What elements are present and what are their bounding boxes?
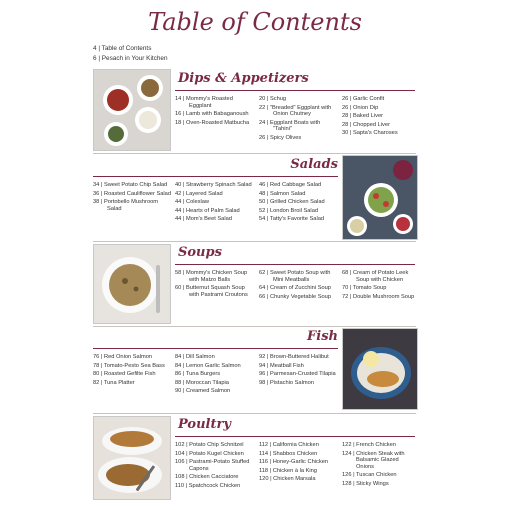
fish-photo xyxy=(342,328,418,410)
toc-entry: 88 | Moroccan Tilapia xyxy=(175,379,229,386)
section-rule xyxy=(93,176,338,177)
toc-entry: 90 | Creamed Salmon xyxy=(175,388,231,395)
soups-col-1 xyxy=(175,270,255,300)
toc-entry: 122 | French Chicken xyxy=(342,442,396,448)
toc-entry: 28 | Baked Liver xyxy=(342,113,383,120)
fish-col-1 xyxy=(93,354,171,388)
dips-col-2 xyxy=(259,96,339,144)
toc-entry: 28 | Chopped Liver xyxy=(342,121,390,128)
section-rule xyxy=(175,436,415,437)
poultry-col-2 xyxy=(259,442,339,485)
toc-entry: 44 | Coleslaw xyxy=(175,199,210,206)
toc-entry: 118 | Chicken à la King xyxy=(259,467,317,474)
toc-entry: 92 | Brown-Buttered Halibut xyxy=(259,354,329,360)
toc-entry: 78 | Tomato-Pesto Sea Bass xyxy=(93,362,165,369)
toc-entry: 64 | Cream of Zucchini Soup xyxy=(259,285,331,292)
toc-entry: 108 | Chicken Cacciatore xyxy=(175,474,239,481)
dips-photo xyxy=(93,69,171,151)
section-rule xyxy=(175,90,415,91)
toc-entry: 114 | Shabbos Chicken xyxy=(259,450,318,457)
toc-entry: 26 | Onion Dip xyxy=(342,104,379,111)
soups-photo xyxy=(93,244,171,324)
toc-entry: 40 | Strawberry Spinach Salad xyxy=(175,182,252,188)
toc-entry: 24 | Eggplant Boats with "Tahini" xyxy=(259,119,321,133)
soups-col-2 xyxy=(259,270,339,302)
toc-entry: 34 | Sweet Potato Chip Salad xyxy=(93,182,168,188)
toc-entry: 14 | Mommy's Roasted Eggplant xyxy=(175,96,233,109)
soups-col-3 xyxy=(342,270,416,302)
fish-col-3 xyxy=(259,354,339,388)
section-title-fish: Fish xyxy=(307,329,338,344)
toc-entry: 36 | Roasted Cauliflower Salad xyxy=(93,190,171,197)
intro-list xyxy=(93,44,168,64)
toc-entry: 120 | Chicken Marsala xyxy=(259,476,316,483)
toc-entry: 30 | Sapta's Charoses xyxy=(342,130,398,137)
toc-entry: 26 | Garlic Confit xyxy=(342,96,385,102)
toc-entry: 128 | Sticky Wings xyxy=(342,480,389,487)
poultry-photo xyxy=(93,416,171,500)
salads-photo xyxy=(342,155,418,240)
toc-entry: 106 | Pastrami-Potato Stuffed Capons xyxy=(175,459,250,472)
dips-col-3 xyxy=(342,96,416,139)
toc-entry: 46 | Red Cabbage Salad xyxy=(259,182,322,188)
intro-item: 6 | Pesach in Your Kitchen xyxy=(93,55,168,62)
poultry-col-3 xyxy=(342,442,416,490)
section-divider xyxy=(93,241,416,242)
toc-entry: 80 | Roasted Gefilte Fish xyxy=(93,371,156,378)
section-rule xyxy=(175,264,415,265)
toc-entry: 94 | Meatball Fish xyxy=(259,362,304,369)
toc-entry: 84 | Lemon Garlic Salmon xyxy=(175,362,241,369)
toc-entry: 58 | Mommy's Chicken Soup with Matzo Balls xyxy=(175,270,248,283)
section-rule xyxy=(93,348,338,349)
salads-col-1 xyxy=(93,182,171,214)
toc-entry: 112 | California Chicken xyxy=(259,442,319,448)
toc-entry: 48 | Salmon Salad xyxy=(259,190,306,197)
toc-entry: 16 | Lamb with Babaganoush xyxy=(175,111,249,118)
toc-entry: 18 | Oven-Roasted Matbucha xyxy=(175,119,250,126)
intro-item: 4 | Table of Contents xyxy=(93,45,152,52)
section-title-soups: Soups xyxy=(178,245,222,260)
section-divider xyxy=(93,413,416,414)
toc-entry: 62 | Sweet Potato Soup with Mini Meatballs xyxy=(259,270,331,283)
section-title-dips: Dips & Appetizers xyxy=(178,71,309,86)
salads-col-3 xyxy=(259,182,339,225)
toc-entry: 44 | Hearts of Palm Salad xyxy=(175,207,240,214)
toc-entry: 98 | Pistachio Salmon xyxy=(259,379,314,386)
toc-entry: 26 | Spicy Olives xyxy=(259,134,302,141)
toc-entry: 54 | Tatty's Favorite Salad xyxy=(259,216,325,223)
section-title-poultry: Poultry xyxy=(178,417,231,432)
toc-entry: 124 | Chicken Steak with Balsamic Glazed Onions xyxy=(342,450,405,470)
toc-entry: 52 | London Broil Salad xyxy=(259,207,319,214)
toc-entry: 70 | Tomato Soup xyxy=(342,285,387,292)
toc-entry: 66 | Chunky Vegetable Soup xyxy=(259,293,331,300)
page-title: Table of Contents xyxy=(148,8,362,36)
toc-entry: 86 | Tuna Burgers xyxy=(175,371,221,378)
section-divider xyxy=(93,326,416,327)
toc-entry: 20 | Schug xyxy=(259,96,287,102)
toc-entry: 44 | Mom's Beet Salad xyxy=(175,216,232,223)
dips-col-1 xyxy=(175,96,253,128)
toc-entry: 116 | Honey-Garlic Chicken xyxy=(259,459,329,466)
toc-entry: 84 | Dill Salmon xyxy=(175,354,215,360)
toc-entry: 22 | "Breaded" Eggplant with Onion Chutney xyxy=(259,104,332,118)
section-title-salads: Salads xyxy=(290,157,338,172)
salads-col-2 xyxy=(175,182,253,225)
toc-entry: 110 | Spatchcock Chicken xyxy=(175,482,241,489)
toc-entry: 60 | Butternut Squash Soup with Pastrami Croutons xyxy=(175,285,248,298)
toc-entry: 50 | Grilled Chicken Salad xyxy=(259,199,325,206)
toc-entry: 102 | Potato Chip Schnitzel xyxy=(175,442,244,448)
toc-entry: 42 | Layered Salad xyxy=(175,190,223,197)
toc-entry: 82 | Tuna Platter xyxy=(93,379,135,386)
fish-col-2 xyxy=(175,354,253,397)
toc-entry: 38 | Portobello Mushroom Salad xyxy=(93,199,159,212)
poultry-col-1 xyxy=(175,442,255,492)
toc-entry: 68 | Cream of Potato Leek Soup with Chicken xyxy=(342,270,409,283)
toc-entry: 96 | Parmesan-Crusted Tilapia xyxy=(259,371,336,378)
toc-entry: 72 | Double Mushroom Soup xyxy=(342,293,415,300)
section-divider xyxy=(93,153,416,154)
toc-entry: 126 | Tuscan Chicken xyxy=(342,472,397,479)
toc-entry: 104 | Potato Kugel Chicken xyxy=(175,450,244,457)
toc-entry: 76 | Red Onion Salmon xyxy=(93,354,153,360)
